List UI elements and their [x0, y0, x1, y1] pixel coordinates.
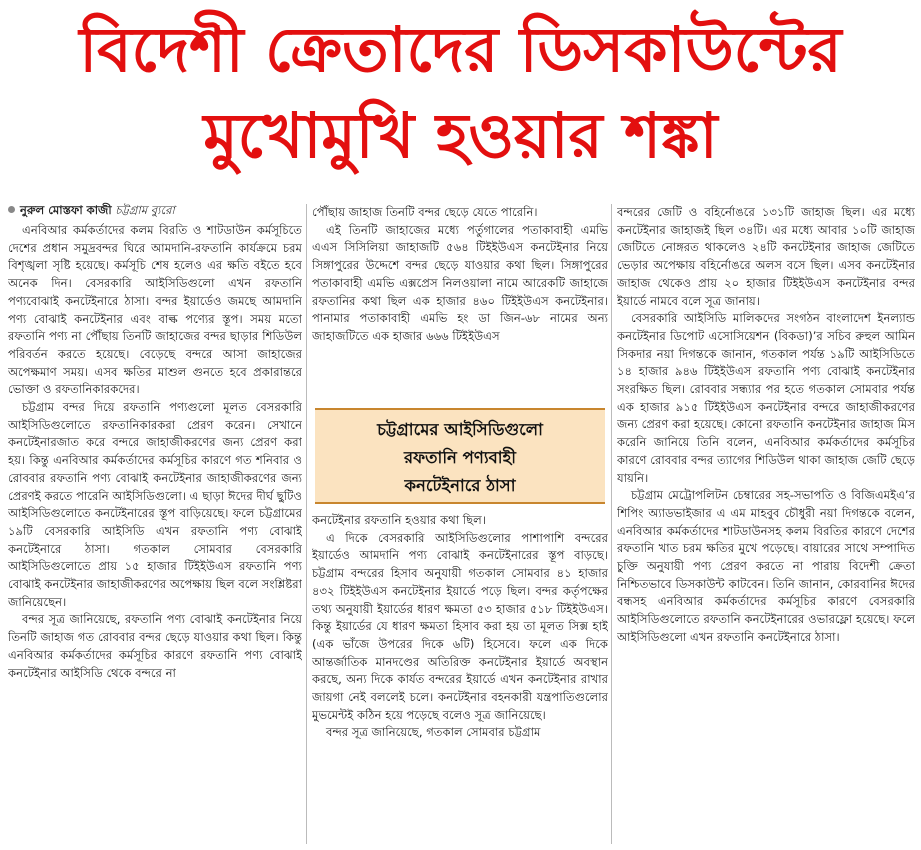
- paragraph: এনবিআর কর্মকর্তাদের কলম বিরতি ও শাটডাউন কর্মসূচিতে দেশের প্রধান সমুদ্রবন্দর ঘিরে আমদানি-রফতানি কার্যক্রমে চরম বিশৃঙ্খলা সৃষ্টি হয়েছে। কর্মসূচি শেষ হলেও এর ক্ষতি বইতে হবে অনেক দিন। বেসরকারি আইসিডিগুলো এখন রফতানি পণ্যবোঝাই কনটেইনারে ঠাসা। বন্দর ইয়ার্ডেও জমছে আমদানি পণ্য বোঝাই কনটেইনার এবং বাল্ক পণ্যের স্তূপ। সময় মতো রফতানি পণ্য না পৌঁছায় তিনটি জাহাজের বন্দর ছাড়ার শিডিউল পরিবর্তন করতে হয়েছে। বেড়েছে বন্দরে আসা জাহাজের অপেক্ষমাণ সময়। এসব ক্ষতির মাশুল গুনতে হবে প্রকারান্তরে ভোক্তা ও রফতানিকারকদের।: [8, 223, 302, 397]
- headline-line-2: মুখোমুখি হওয়ার শঙ্কা: [203, 99, 718, 172]
- pull-quote-line-2: রফতানি পণ্যবাহী: [404, 448, 516, 467]
- article-column-2-bottom: [312, 512, 608, 842]
- byline: [8, 202, 175, 221]
- pull-quote-line-3: কনটেইনারে ঠাসা: [404, 476, 516, 495]
- article-column-1: [8, 222, 302, 842]
- pull-quote: [315, 408, 605, 504]
- paragraph: বন্দর সূত্র জানিয়েছে, গতকাল সোমবার চট্টগ্রাম: [326, 725, 541, 740]
- paragraph: বেসরকারি আইসিডি মালিকদের সংগঠন বাংলাদেশ ইনল্যান্ড কনটেইনার ডিপোট এসোসিয়েশন (বিকডা)’র সচিব রুহুল আমিন সিকদার নয়া দিগন্তকে জানান, গতকাল পর্যন্ত ১৯টি আইসিডিতে ১৪ হাজার ৯৪৬ টিইইউএস রফতানি পণ্য বোঝাই কনটেইনার সংরক্ষিত ছিল। রোববার সন্ধ্যার পর হতে গতকাল সোমবার পর্যন্ত এক হাজার ৯১৫ টিইইউএস কনটেইনার বন্দরে জাহাজীকরণের জন্য প্রেরণ করা হয়েছে। কোনো রফতানি কনটেইনার জাহাজ মিস করেনি জানিয়ে তিনি বলেন, এনবিআর কর্মকর্তাদের কর্মসূচির কারণে রোববার বন্দর ত্যাগের শিডিউল থাকা জাহাজ জেটি ছেড়ে যায়নি।: [617, 311, 915, 485]
- paragraph: পৌঁছায় জাহাজ তিনটি বন্দর ছেড়ে যেতে পারেনি।: [312, 205, 538, 219]
- byline-location: চট্টগ্রাম ব্যুরো: [115, 203, 175, 217]
- paragraph: চট্টগ্রাম বন্দর দিয়ে রফতানি পণ্যগুলো মূলত বেসরকারি আইসিডিগুলোতে রফতানিকারকরা প্রেরণ করেন। সেখানে কনটেইনারজাত করে বন্দরে জাহাজীকরণের জন্য প্রেরণ করা হয়। কিন্তু এনবিআর কর্মকর্তাদের কর্মসূচির কারণে গত শনিবার ও রোববার রফতানি পণ্য বোঝাই কনটেইনার জাহাজীকরণের জন্য প্রেরণই করতে পারেনি আইসিডিগুলো। এ ছাড়া ঈদের দীর্ঘ ছুটিও আইসিডিগুলোতে কনটেইনারের স্তূপ বাড়িয়েছে। ফলে চট্টগ্রামের ১৯টি বেসরকারি আইসিডি এখন রফতানি পণ্য বোঝাই কনটেইনারে ঠাসা। গতকাল সোমবার বেসরকারি আইসিডিগুলোতে প্রায় ১৫ হাজার টিইইউএস রফতানি পণ্য বোঝাই কনটেইনার জাহাজীকরণের অপেক্ষায় ছিল বলে সংশ্লিষ্টরা জানিয়েছেন।: [8, 400, 302, 609]
- headline-line-1: বিদেশী ক্রেতাদের ডিসকাউন্টের: [79, 13, 842, 86]
- column-divider: [306, 204, 307, 844]
- paragraph: চট্টগ্রাম মেট্রোপলিটন চেম্বারের সহ-সভাপতি ও বিজিএমইএ’র শিপিং অ্যাডভাইজার এ এম মাহবুব চৌধুরী নয়া দিগন্তকে বলেন, এনবিআর কর্মকর্তাদের শাটডাউনসহ কলম বিরতির কারণে দেশের রফতানি খাত চরম ক্ষতির মুখে পড়েছে। বায়ারের সাথে সম্পাদিত চুক্তি অনুযায়ী পণ্য প্রেরণ করতে না পারায় বিদেশী ক্রেতা নিশ্চিতভাবে ডিসকাউন্ট কাটবেন। তিনি জানান, কোরবানির ঈদের বন্ধসহ এনবিআর কর্মকর্তাদের কর্মসূচির কারণে বেসরকারি আইসিডিগুলোতে রফতানি কনটেইনারের ওভারফ্লো হয়েছে। ফলে আইসিডিগুলো এখন রফতানি কনটেইনারে ঠাসা।: [617, 488, 915, 644]
- bullet-icon: [8, 206, 15, 213]
- paragraph: বন্দরের জেটি ও বহির্নোঙরে ১৩১টি জাহাজ ছিল। এর মধ্যে কনটেইনার জাহাজই ছিল ৩৪টি। এর মধ্যে আবার ১০টি জাহাজ জেটিতে নোঙ্গরত থাকলেও ২৪টি কনটেইনার জাহাজ জেটিতে ভেড়ার অপেক্ষায় বহির্নোঙরে অলস বসে ছিল। এসব কনটেইনার জাহাজ থেকেও প্রায় ২০ হাজার টিইইউএস কনটেইনার বন্দর ইয়ার্ডে নামবে বলে সূত্র জানায়।: [617, 205, 915, 308]
- byline-author: নুরুল মোস্তফা কাজী: [20, 203, 112, 217]
- paragraph: বন্দর সূত্র জানিয়েছে, রফতানি পণ্য বোঝাই কনটেইনার নিয়ে তিনটি জাহাজ গত রোববার বন্দর ছেড়ে যাওয়ার কথা ছিল। কিন্তু এনবিআর কর্মকর্তাদের কর্মসূচির কারণে রফতানি পণ্য বোঝাই কনটেইনার আইসিডি থেকে বন্দরে না: [8, 612, 302, 680]
- paragraph: এ দিকে বেসরকারি আইসিডিগুলোর পাশাপাশি বন্দরের ইয়ার্ডেও আমদানি পণ্য বোঝাই কনটেইনারের স্তূপ বাড়ছে। চট্টগ্রাম বন্দরের হিসাব অনুযায়ী গতকাল সোমবার ৪১ হাজার ৪৩২ টিইইউএস কনটেইনার ইয়ার্ডে পড়ে ছিল। বন্দর কর্তৃপক্ষের তথ্য অনুযায়ী ইয়ার্ডের ধারণ ক্ষমতা ৫৩ হাজার ৫১৮ টিইইউএস। কিন্তু ইয়ার্ডের যে ধারণ ক্ষমতা হিসাব করা হয় তা মূলত সিক্স হাই (এক ভাঁজে উপরের দিকে ৬টি) হিসেবে। ফলে এক দিকে আন্তর্জাতিক মানদণ্ডের অতিরিক্ত কনটেইনার ইয়ার্ডে অবস্থান করছে, অন্য দিকে কার্যত বন্দরের ইয়ার্ডে এখন কনটেইনার রাখার জায়গা নেই বললেই চলে। কনটেইনার বহনকারী যন্ত্রপাতিগুলোর মুভমেন্টই কঠিন হয়ে পড়েছে বলেও সূত্র জানিয়েছে।: [312, 530, 608, 722]
- column-divider: [611, 204, 612, 844]
- paragraph: কনটেইনার রফতানি হওয়ার কথা ছিল।: [312, 513, 486, 527]
- paragraph: এই তিনটি জাহাজের মধ্যে পর্তুগালের পতাকাবাহী এমভি এএস সিসিলিয়া জাহাজটি ৫৬৪ টিইইউএস কনটেইনার নিয়ে সিঙ্গাপুরের উদ্দেশে বন্দর ছেড়ে যাওয়ার কথা ছিল। সিঙ্গাপুরের পতাকাবাহী এমভি এক্সপ্রেস নিলওয়ালা নামে আরেকটি জাহাজে রফতানির কথা ছিল এক হাজার ৪৬০ টিইইউএস কনটেইনার। পানামার পতাকাবাহী এমভি হং ডা জিন-৬৮ নামের অন্য জাহাজটিতে এক হাজার ৬৬৬ টিইইউএস: [312, 222, 608, 343]
- article-column-3: [617, 204, 915, 844]
- pull-quote-line-1: চট্টগ্রামের আইসিডিগুলো: [377, 420, 543, 439]
